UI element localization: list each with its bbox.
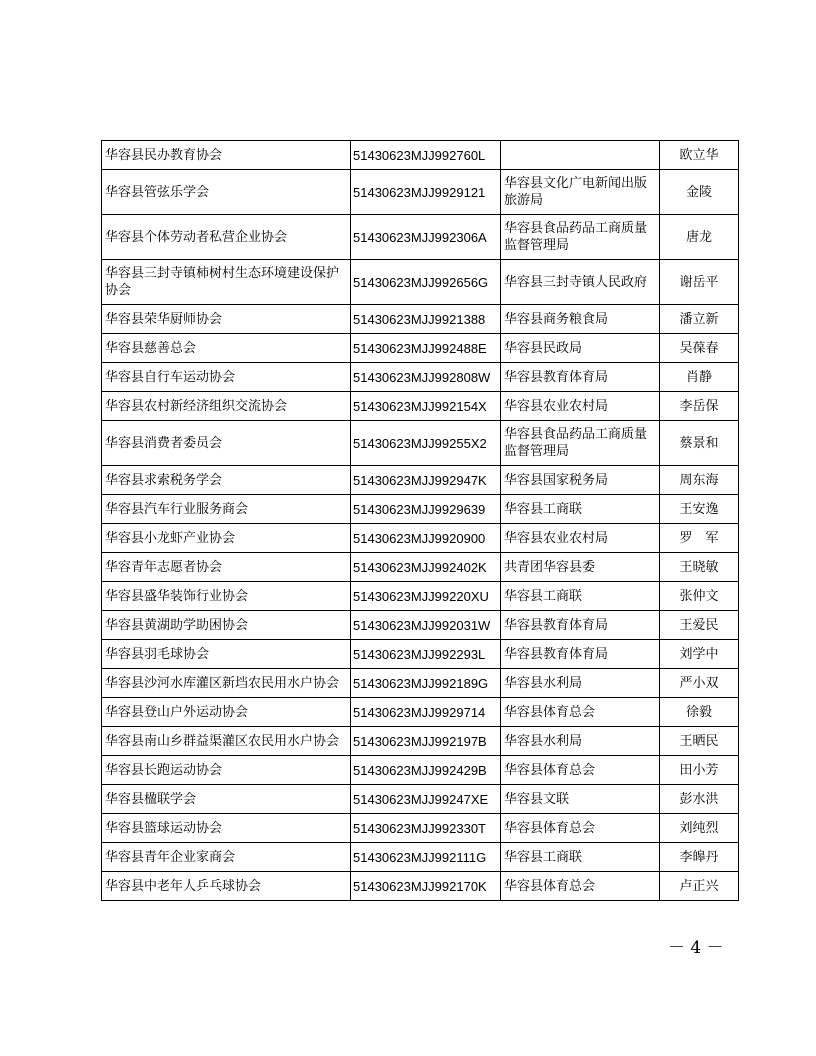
org-name-cell: 华容青年志愿者协会: [102, 553, 351, 582]
org-name-cell: 华容县求索税务学会: [102, 466, 351, 495]
legal-rep-cell: 王晓敏: [660, 553, 739, 582]
supervisor-cell: 华容县水利局: [501, 669, 660, 698]
supervisor-cell: [501, 141, 660, 170]
supervisor-cell: 华容县体育总会: [501, 698, 660, 727]
credit-code-cell: 51430623MJJ992330T: [351, 814, 501, 843]
legal-rep-cell: 王晒民: [660, 727, 739, 756]
credit-code-cell: 51430623MJJ992111G: [351, 843, 501, 872]
legal-rep-cell: 肖静: [660, 363, 739, 392]
credit-code-cell: 51430623MJJ992947K: [351, 466, 501, 495]
page-number: － 4 －: [668, 938, 724, 958]
table-body: [102, 141, 739, 901]
table-row: [102, 582, 739, 611]
supervisor-cell: 华容县体育总会: [501, 756, 660, 785]
table-row: [102, 785, 739, 814]
supervisor-cell: 华容县商务粮食局: [501, 305, 660, 334]
legal-rep-cell: 刘学中: [660, 640, 739, 669]
table-row: [102, 553, 739, 582]
table-row: [102, 640, 739, 669]
supervisor-cell: 华容县教育体育局: [501, 611, 660, 640]
table-row: [102, 170, 739, 215]
supervisor-cell: 华容县文化广电新闻出版旅游局: [501, 170, 660, 215]
credit-code-cell: 51430623MJJ9929121: [351, 170, 501, 215]
legal-rep-cell: 蔡景和: [660, 421, 739, 466]
org-name-cell: 华容县篮球运动协会: [102, 814, 351, 843]
credit-code-cell: 51430623MJJ992306A: [351, 215, 501, 260]
organization-table: [101, 140, 739, 901]
table-row: [102, 524, 739, 553]
supervisor-cell: 华容县农业农村局: [501, 524, 660, 553]
legal-rep-cell: 李岳保: [660, 392, 739, 421]
legal-rep-cell: 刘纯烈: [660, 814, 739, 843]
credit-code-cell: 51430623MJJ992189G: [351, 669, 501, 698]
credit-code-cell: 51430623MJJ9921388: [351, 305, 501, 334]
credit-code-cell: 51430623MJJ992170K: [351, 872, 501, 901]
table-row: [102, 466, 739, 495]
table-row: [102, 363, 739, 392]
table-row: [102, 215, 739, 260]
credit-code-cell: 51430623MJJ992293L: [351, 640, 501, 669]
credit-code-cell: 51430623MJJ992488E: [351, 334, 501, 363]
supervisor-cell: 华容县工商联: [501, 843, 660, 872]
table-row: [102, 421, 739, 466]
org-name-cell: 华容县羽毛球协会: [102, 640, 351, 669]
legal-rep-cell: 卢正兴: [660, 872, 739, 901]
legal-rep-cell: 潘立新: [660, 305, 739, 334]
org-name-cell: 华容县农村新经济组织交流协会: [102, 392, 351, 421]
credit-code-cell: 51430623MJJ992429B: [351, 756, 501, 785]
org-name-cell: 华容县沙河水库灌区新垱农民用水户协会: [102, 669, 351, 698]
org-name-cell: 华容县慈善总会: [102, 334, 351, 363]
supervisor-cell: 华容县国家税务局: [501, 466, 660, 495]
credit-code-cell: 51430623MJJ992031W: [351, 611, 501, 640]
org-name-cell: 华容县盛华装饰行业协会: [102, 582, 351, 611]
credit-code-cell: 51430623MJJ992402K: [351, 553, 501, 582]
credit-code-cell: 51430623MJJ992760L: [351, 141, 501, 170]
supervisor-cell: 华容县教育体育局: [501, 640, 660, 669]
credit-code-cell: 51430623MJJ9920900: [351, 524, 501, 553]
org-name-cell: 华容县青年企业家商会: [102, 843, 351, 872]
credit-code-cell: 51430623MJJ992197B: [351, 727, 501, 756]
supervisor-cell: 华容县农业农村局: [501, 392, 660, 421]
legal-rep-cell: 谢岳平: [660, 260, 739, 305]
credit-code-cell: 51430623MJJ99220XU: [351, 582, 501, 611]
legal-rep-cell: 严小双: [660, 669, 739, 698]
table-row: [102, 305, 739, 334]
table-row: [102, 495, 739, 524]
supervisor-cell: 共青团华容县委: [501, 553, 660, 582]
legal-rep-cell: 王安逸: [660, 495, 739, 524]
credit-code-cell: 51430623MJJ992808W: [351, 363, 501, 392]
legal-rep-cell: 金陵: [660, 170, 739, 215]
table-row: [102, 392, 739, 421]
supervisor-cell: 华容县体育总会: [501, 872, 660, 901]
table-row: [102, 872, 739, 901]
supervisor-cell: 华容县食品药品工商质量监督管理局: [501, 215, 660, 260]
supervisor-cell: 华容县三封寺镇人民政府: [501, 260, 660, 305]
org-name-cell: 华容县南山乡群益渠灌区农民用水户协会: [102, 727, 351, 756]
legal-rep-cell: 张仲文: [660, 582, 739, 611]
table-row: [102, 260, 739, 305]
legal-rep-cell: 欧立华: [660, 141, 739, 170]
credit-code-cell: 51430623MJJ9929639: [351, 495, 501, 524]
credit-code-cell: 51430623MJJ99247XE: [351, 785, 501, 814]
table-row: [102, 611, 739, 640]
org-name-cell: 华容县民办教育协会: [102, 141, 351, 170]
legal-rep-cell: 徐毅: [660, 698, 739, 727]
supervisor-cell: 华容县水利局: [501, 727, 660, 756]
legal-rep-cell: 唐龙: [660, 215, 739, 260]
table-row: [102, 727, 739, 756]
legal-rep-cell: 周东海: [660, 466, 739, 495]
credit-code-cell: 51430623MJJ99255X2: [351, 421, 501, 466]
org-name-cell: 华容县三封寺镇柿树村生态环境建设保护协会: [102, 260, 351, 305]
credit-code-cell: 51430623MJJ992656G: [351, 260, 501, 305]
legal-rep-cell: 吴葆春: [660, 334, 739, 363]
table-row: [102, 698, 739, 727]
supervisor-cell: 华容县文联: [501, 785, 660, 814]
supervisor-cell: 华容县工商联: [501, 582, 660, 611]
org-name-cell: 华容县长跑运动协会: [102, 756, 351, 785]
org-name-cell: 华容县登山户外运动协会: [102, 698, 351, 727]
org-name-cell: 华容县自行车运动协会: [102, 363, 351, 392]
table-row: [102, 756, 739, 785]
legal-rep-cell: 彭水洪: [660, 785, 739, 814]
org-name-cell: 华容县中老年人乒乓球协会: [102, 872, 351, 901]
legal-rep-cell: 王爱民: [660, 611, 739, 640]
org-name-cell: 华容县荣华厨师协会: [102, 305, 351, 334]
supervisor-cell: 华容县食品药品工商质量监督管理局: [501, 421, 660, 466]
table-row: [102, 141, 739, 170]
org-name-cell: 华容县消费者委员会: [102, 421, 351, 466]
legal-rep-cell: 李皞丹: [660, 843, 739, 872]
supervisor-cell: 华容县体育总会: [501, 814, 660, 843]
org-name-cell: 华容县黄湖助学助困协会: [102, 611, 351, 640]
table-row: [102, 814, 739, 843]
table-row: [102, 843, 739, 872]
supervisor-cell: 华容县工商联: [501, 495, 660, 524]
org-name-cell: 华容县小龙虾产业协会: [102, 524, 351, 553]
table-row: [102, 334, 739, 363]
supervisor-cell: 华容县教育体育局: [501, 363, 660, 392]
legal-rep-cell: 罗 军: [660, 524, 739, 553]
credit-code-cell: 51430623MJJ992154X: [351, 392, 501, 421]
org-name-cell: 华容县管弦乐学会: [102, 170, 351, 215]
table-row: [102, 669, 739, 698]
org-name-cell: 华容县汽车行业服务商会: [102, 495, 351, 524]
org-name-cell: 华容县个体劳动者私营企业协会: [102, 215, 351, 260]
credit-code-cell: 51430623MJJ9929714: [351, 698, 501, 727]
org-name-cell: 华容县楹联学会: [102, 785, 351, 814]
legal-rep-cell: 田小芳: [660, 756, 739, 785]
supervisor-cell: 华容县民政局: [501, 334, 660, 363]
